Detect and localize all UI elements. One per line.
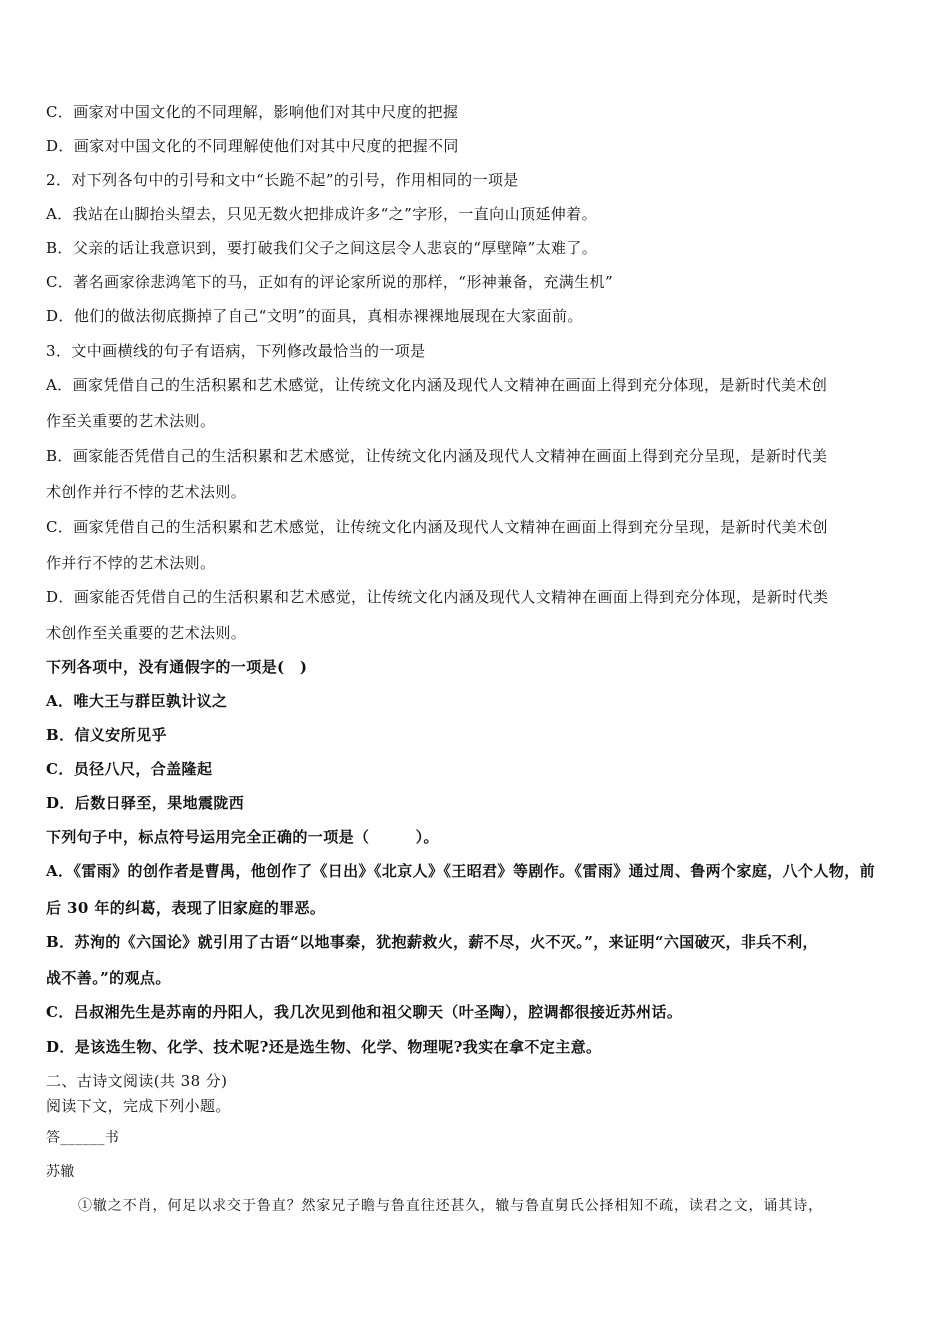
- option-line: A．唯大王与群臣孰计议之: [46, 692, 228, 710]
- text-line: 作至关重要的艺术法则。: [46, 412, 216, 430]
- option-line: A．《雷雨》的创作者是曹禺，他创作了《日出》《北京人》《王昭君》等剧作。《雷雨》通过周、鲁两个家庭，八个人物，前: [46, 862, 876, 880]
- section-heading: 二、古诗文阅读(共 38 分): [46, 1072, 228, 1090]
- text-line: 2．对下列各句中的引号和文中“长跪不起”的引号，作用相同的一项是: [46, 171, 519, 189]
- text-line: D．画家能否凭借自己的生活积累和艺术感觉，让传统文化内涵及现代人文精神在画面上得到充分体现，是新时代类: [46, 588, 829, 606]
- text-line: 3．文中画横线的句子有语病，下列修改最恰当的一项是: [46, 342, 426, 360]
- passage-author: 苏辙: [46, 1164, 75, 1180]
- text-line: C．画家凭借自己的生活积累和艺术感觉，让传统文化内涵及现代人文精神在画面上得到充分呈现，是新时代美术创: [46, 518, 828, 536]
- text-line: D．画家对中国文化的不同理解使他们对其中尺度的把握不同: [46, 137, 459, 155]
- option-line: D．后数日驿至，果地震陇西: [46, 794, 245, 812]
- option-line: 战不善。”的观点。: [46, 969, 171, 987]
- instruction-line: 阅读下文，完成下列小题。: [46, 1097, 231, 1115]
- option-line: C．吕叔湘先生是苏南的丹阳人，我几次见到他和祖父聊天（叶圣陶），腔调都很接近苏州话。: [46, 1003, 683, 1021]
- option-line: 后 30 年的纠葛，表现了旧家庭的罪恶。: [46, 899, 326, 917]
- option-line: B．信义安所见乎: [46, 726, 167, 744]
- question-stem: 下列句子中，标点符号运用完全正确的一项是（ ）。: [46, 828, 439, 846]
- text-line: D．他们的做法彻底撕掉了自己“文明”的面具，真相赤裸裸地展现在大家面前。: [46, 307, 583, 325]
- text-line: 术创作并行不悖的艺术法则。: [46, 483, 247, 501]
- question-stem: 下列各项中，没有通假字的一项是( ): [46, 658, 308, 676]
- option-line: D．是该选生物、化学、技术呢?还是选生物、化学、物理呢?我实在拿不定主意。: [46, 1038, 602, 1056]
- passage-title: 答______书: [46, 1130, 120, 1146]
- option-line: B．苏洵的《六国论》就引用了古语“以地事秦，犹抱薪救火，薪不尽，火不灭。”，来证明“六国破灭，非兵不利，: [46, 933, 818, 951]
- passage-paragraph: ①辙之不肖，何足以求交于鲁直？然家兄子瞻与鲁直往还甚久，辙与鲁直舅氏公择相知不疏，读君之文，诵其诗，: [78, 1198, 823, 1214]
- text-line: C．画家对中国文化的不同理解，影响他们对其中尺度的把握: [46, 103, 459, 121]
- option-line: C．员径八尺，合盖隆起: [46, 760, 213, 778]
- text-line: B．父亲的话让我意识到，要打破我们父子之间这层令人悲哀的“厚壁障”太难了。: [46, 239, 598, 257]
- text-line: 术创作至关重要的艺术法则。: [46, 624, 247, 642]
- text-line: A．画家凭借自己的生活积累和艺术感觉，让传统文化内涵及现代人文精神在画面上得到充分体现，是新时代美术创: [46, 376, 828, 394]
- text-line: C．著名画家徐悲鸿笔下的马，正如有的评论家所说的那样，“形神兼备，充满生机”: [46, 273, 614, 291]
- text-line: A．我站在山脚抬头望去，只见无数火把排成许多“之”字形，一直向山顶延伸着。: [46, 205, 597, 223]
- text-line: 作并行不悖的艺术法则。: [46, 554, 216, 572]
- text-line: B．画家能否凭借自己的生活积累和艺术感觉，让传统文化内涵及现代人文精神在画面上得到充分呈现，是新时代美: [46, 447, 828, 465]
